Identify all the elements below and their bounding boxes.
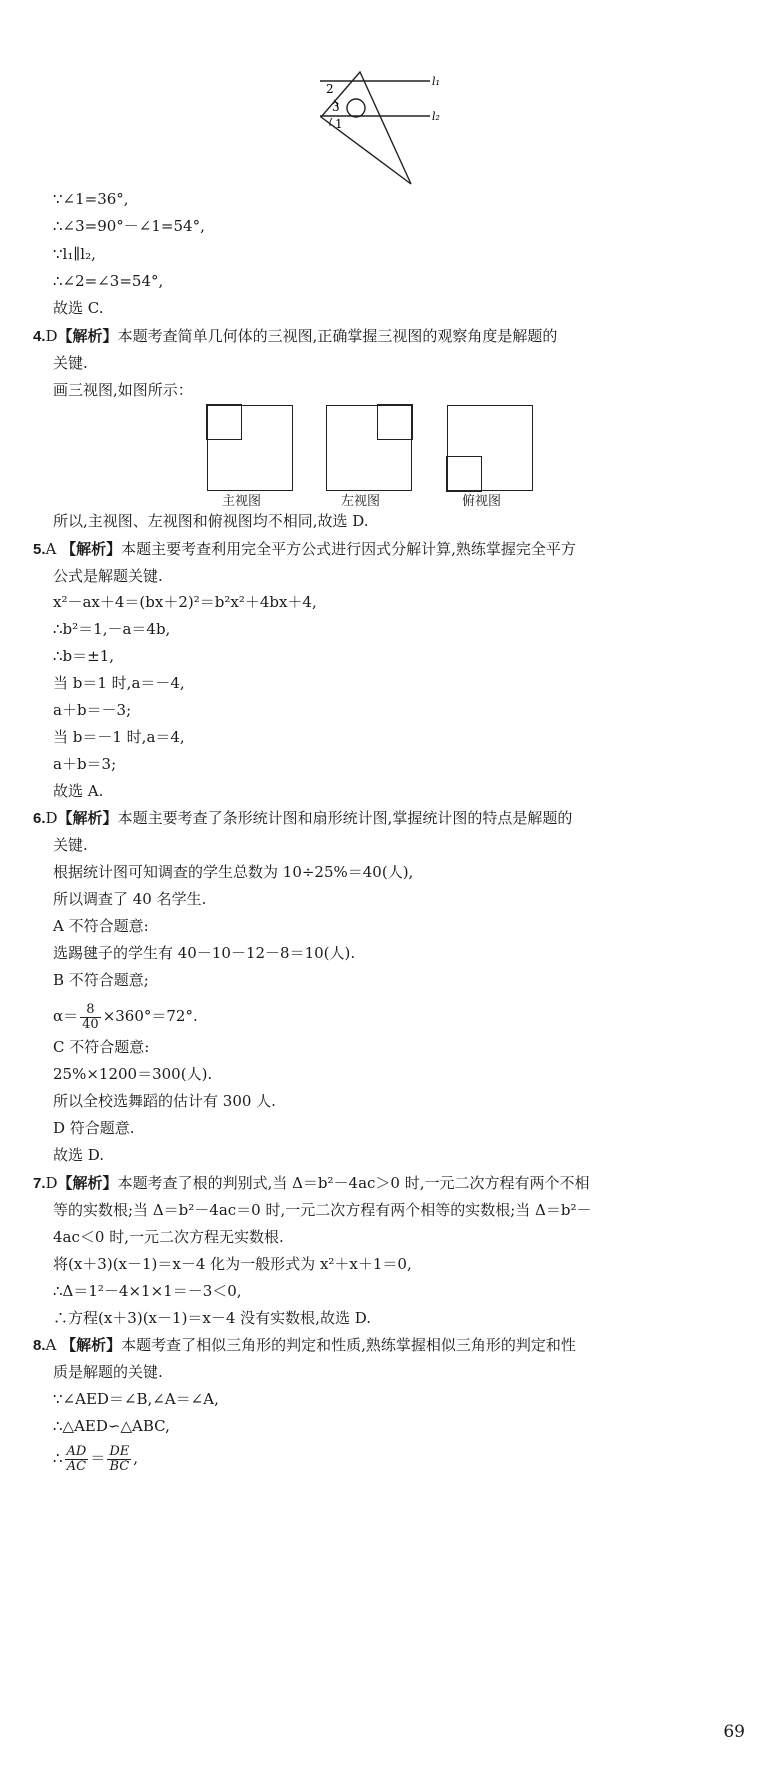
q8-heading bbox=[33, 1335, 576, 1357]
q7-heading bbox=[33, 1173, 590, 1195]
alpha-fraction bbox=[80, 1003, 101, 1032]
front-view-box bbox=[207, 405, 293, 491]
page-number: 69 bbox=[723, 1722, 745, 1742]
q4-number: 4. bbox=[33, 328, 46, 345]
parallel-lines-triangle-figure bbox=[320, 60, 470, 190]
q6-intro-2: 关键. bbox=[53, 836, 88, 854]
q5-line-7: a＋b＝3; bbox=[53, 755, 117, 773]
alpha-numerator: 8 bbox=[80, 1003, 101, 1018]
ratio-equals: ＝ bbox=[90, 1449, 106, 1467]
q8-line-1: ∵∠AED＝∠B,∠A＝∠A, bbox=[53, 1390, 219, 1408]
q8-ratio-formula bbox=[53, 1440, 138, 1476]
q5-line-1: x²－ax＋4＝(bx＋2)²＝b²x²＋4bx＋4, bbox=[53, 593, 317, 611]
ratio-therefore: ∴ bbox=[53, 1449, 63, 1467]
q6-line-a1: 根据统计图可知调查的学生总数为 10÷25%＝40(人), bbox=[53, 863, 414, 881]
ratio-denominator-1: AC bbox=[66, 1458, 87, 1474]
ratio-comma: , bbox=[133, 1449, 139, 1467]
top-view-box bbox=[447, 405, 533, 491]
q5-tag: 【解析】 bbox=[61, 540, 122, 558]
q6-line-a4: 选踢毽子的学生有 40－10－12－8＝10(人). bbox=[53, 944, 356, 962]
q8-intro-1: 本题考查了相似三角形的判定和性质,熟练掌握相似三角形的判定和性 bbox=[121, 1336, 576, 1354]
q6-line-b5: 故选 D. bbox=[53, 1146, 105, 1164]
q5-line-6: 当 b＝－1 时,a＝4, bbox=[53, 728, 185, 746]
left-view-box bbox=[326, 405, 412, 491]
q5-line-5: a＋b＝－3; bbox=[53, 701, 132, 719]
top-view-caption: 俯视图 bbox=[462, 494, 502, 509]
alpha-prefix: α＝ bbox=[53, 1007, 79, 1025]
q4-intro-1: 本题考查简单几何体的三视图,正确掌握三视图的观察角度是解题的 bbox=[117, 327, 558, 345]
q7-line-1: 将(x＋3)(x－1)＝x－4 化为一般形式为 x²＋x＋1＝0, bbox=[53, 1255, 412, 1273]
q3-line-2: ∴∠3=90°－∠1=54°, bbox=[53, 217, 205, 235]
q6-line-b3: 所以全校选舞蹈的估计有 300 人. bbox=[53, 1092, 276, 1110]
front-view-square bbox=[206, 404, 242, 440]
label-l2: l₂ bbox=[432, 110, 440, 123]
q6-line-b1: C 不符合题意: bbox=[53, 1038, 150, 1056]
q6-intro-1: 本题主要考查了条形统计图和扇形统计图,掌握统计图的特点是解题的 bbox=[117, 809, 573, 827]
q5-line-3: ∴b＝±1, bbox=[53, 647, 115, 665]
q5-line-8: 故选 A. bbox=[53, 782, 104, 800]
ratio-denominator-2: BC bbox=[109, 1458, 130, 1474]
q3-line-4: ∴∠2=∠3=54°, bbox=[53, 272, 164, 290]
q4-line-3: 画三视图,如图所示： bbox=[53, 381, 193, 399]
ratio-numerator-1: AD bbox=[66, 1443, 87, 1459]
q6-line-b4: D 符合题意. bbox=[53, 1119, 135, 1137]
q7-line-3: ∴方程(x＋3)(x－1)＝x－4 没有实数根,故选 D. bbox=[53, 1309, 371, 1327]
q7-answer: D bbox=[45, 1174, 58, 1192]
q5-heading bbox=[33, 539, 576, 561]
q6-number: 6. bbox=[33, 810, 46, 827]
q5-intro-2: 公式是解题关键. bbox=[53, 567, 163, 585]
q6-line-b2: 25%×1200＝300(人). bbox=[53, 1065, 213, 1083]
q6-heading bbox=[33, 808, 572, 830]
q6-tag: 【解析】 bbox=[57, 809, 118, 827]
ratio-numerator-2: DE bbox=[109, 1443, 130, 1459]
q7-intro-3: 4ac＜0 时,一元二次方程无实数根. bbox=[53, 1228, 284, 1246]
angle-2-label: 2 bbox=[326, 82, 334, 96]
q5-answer: A bbox=[45, 540, 57, 558]
q4-answer: D bbox=[45, 327, 58, 345]
top-view-square bbox=[446, 456, 482, 492]
left-view-square bbox=[377, 404, 413, 440]
q6-alpha-formula bbox=[53, 998, 198, 1034]
q4-heading bbox=[33, 326, 557, 348]
q5-line-4: 当 b＝1 时,a＝－4, bbox=[53, 674, 185, 692]
q7-tag: 【解析】 bbox=[57, 1174, 118, 1192]
q5-line-2: ∴b²＝1,－a＝4b, bbox=[53, 620, 171, 638]
q4-conclusion: 所以,主视图、左视图和俯视图均不相同,故选 D. bbox=[53, 512, 369, 530]
q7-intro-1: 本题考查了根的判别式,当 Δ＝b²－4ac＞0 时,一元二次方程有两个不相 bbox=[117, 1174, 590, 1192]
q8-intro-2: 质是解题的关键. bbox=[53, 1363, 163, 1381]
angle-3-label: 3 bbox=[332, 100, 340, 114]
q6-line-a2: 所以调查了 40 名学生. bbox=[53, 890, 207, 908]
front-view-caption: 主视图 bbox=[222, 494, 262, 509]
angle-1-label: 1 bbox=[335, 117, 343, 131]
label-l1: l₁ bbox=[432, 75, 440, 88]
q6-line-a5: B 不符合题意; bbox=[53, 971, 149, 989]
q7-number: 7. bbox=[33, 1175, 46, 1192]
ratio-fraction-2 bbox=[107, 1445, 131, 1474]
q7-intro-2: 等的实数根;当 Δ＝b²－4ac＝0 时,一元二次方程有两个相等的实数根;当 Δ＝b²－ bbox=[53, 1201, 592, 1219]
q5-number: 5. bbox=[33, 541, 46, 558]
q4-intro-2: 关键. bbox=[53, 354, 88, 372]
ratio-fraction-1 bbox=[65, 1445, 89, 1474]
alpha-suffix: ×360°＝72°. bbox=[102, 1007, 198, 1025]
q3-line-5: 故选 C. bbox=[53, 299, 104, 317]
q8-tag: 【解析】 bbox=[61, 1336, 122, 1354]
q7-line-2: ∴Δ＝1²－4×1×1＝－3＜0, bbox=[53, 1282, 242, 1300]
q5-intro-1: 本题主要考查利用完全平方公式进行因式分解计算,熟练掌握完全平方 bbox=[121, 540, 576, 558]
q3-line-3: ∵l₁∥l₂, bbox=[53, 245, 96, 263]
q8-number: 8. bbox=[33, 1337, 46, 1354]
q8-answer: A bbox=[45, 1336, 57, 1354]
q4-tag: 【解析】 bbox=[57, 327, 118, 345]
alpha-denominator: 40 bbox=[82, 1016, 99, 1032]
left-view-caption: 左视图 bbox=[341, 494, 381, 509]
q6-answer: D bbox=[45, 809, 58, 827]
q6-line-a3: A 不符合题意: bbox=[53, 917, 149, 935]
q8-line-2: ∴△AED∽△ABC, bbox=[53, 1417, 170, 1435]
q3-line-1: ∵∠1=36°, bbox=[53, 190, 129, 208]
